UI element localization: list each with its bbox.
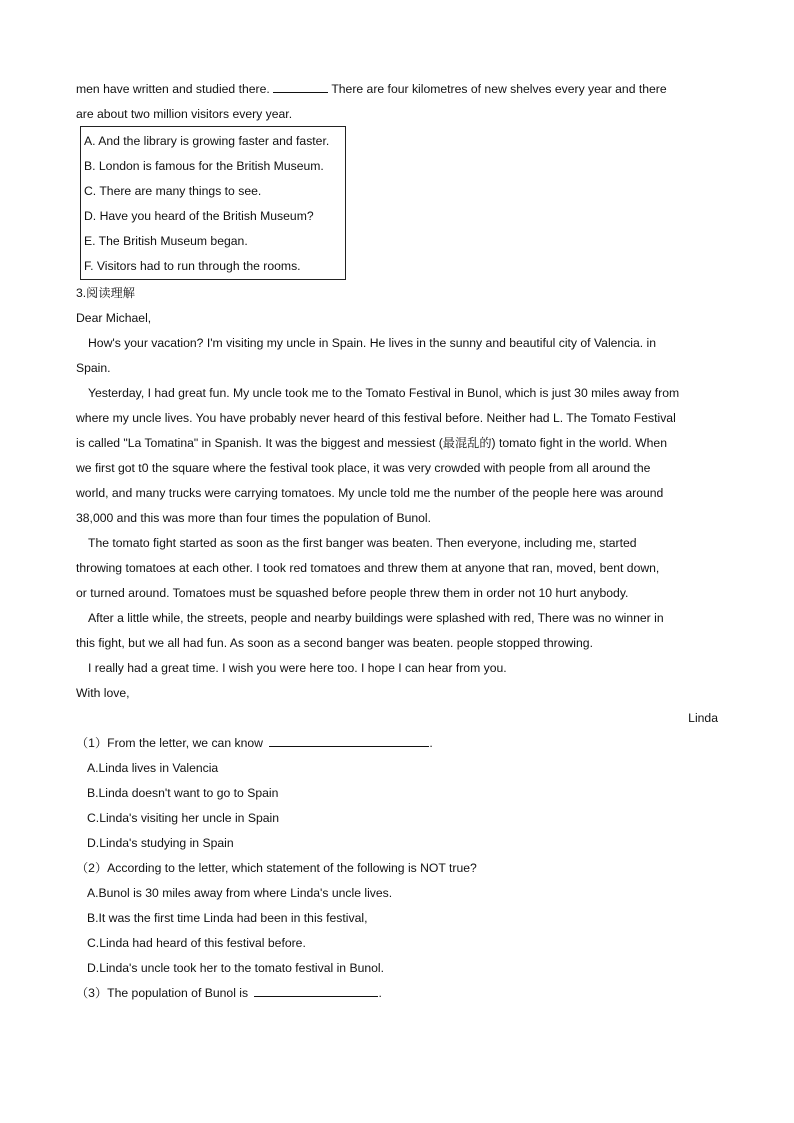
letter-line: this fight, but we all had fun. As soon as a second banger was beaten. people stopped throwing. [76,636,593,650]
option-b: B. London is famous for the British Museum. [84,159,324,173]
option-c: C. There are many things to see. [84,184,262,198]
letter-line: I really had a great time. I wish you were here too. I hope I can hear from you. [88,661,507,675]
question-2-option-d: D.Linda's uncle took her to the tomato festival in Bunol. [87,961,385,975]
option-d: D. Have you heard of the British Museum? [84,209,314,223]
question-1-blank[interactable] [269,735,429,747]
letter-line: After a little while, the streets, people and nearby buildings were splashed with red, There was no winner in [88,611,664,625]
question-3 [76,985,382,1001]
letter-closing: With love, [76,686,130,700]
option-f: F. Visitors had to run through the rooms. [84,259,301,273]
letter-line: world, and many trucks were carrying tomatoes. My uncle told me the number of the people here was around [76,486,664,500]
question-1 [76,735,433,751]
letter-line: where my uncle lives. You have probably never heard of this festival before. Neither had L. The Tomato Festival [76,411,676,425]
options-box [80,126,346,280]
letter-line: 38,000 and this was more than four times the population of Bunol. [76,511,432,525]
letter-line: Spain. [76,361,111,375]
question-2-stem: （2）According to the letter, which statement of the following is NOT true? [76,861,477,875]
section-heading: 3.阅读理解 [76,286,135,300]
question-2-option-b: B.It was the first time Linda had been in this festival, [87,911,368,925]
question-1-option-d: D.Linda's studying in Spain [87,836,234,850]
letter-line: Yesterday, I had great fun. My uncle took me to the Tomato Festival in Bunol, which is just 30 miles away from [88,386,680,400]
letter-salutation: Dear Michael, [76,311,152,325]
question-1-end: . [429,736,433,750]
intro-text-before-blank: men have written and studied there. [76,82,270,96]
letter-line: or turned around. Tomatoes must be squashed before people threw them in order not 10 hurt anybody. [76,586,629,600]
question-1-option-b: B.Linda doesn't want to go to Spain [87,786,279,800]
answer-blank[interactable] [273,81,328,93]
question-2-option-a: A.Bunol is 30 miles away from where Linda's uncle lives. [87,886,393,900]
letter-line: we first got t0 the square where the festival took place, it was very crowded with people from all around the [76,461,651,475]
option-e: E. The British Museum began. [84,234,248,248]
intro-line-2: are about two million visitors every year. [76,107,293,121]
question-3-end: . [378,986,382,1000]
letter-line: throwing tomatoes at each other. I took red tomatoes and threw them at anyone that ran, moved, bent down, [76,561,660,575]
question-1-option-c: C.Linda's visiting her uncle in Spain [87,811,280,825]
letter-line: The tomato fight started as soon as the first banger was beaten. Then everyone, including me, started [88,536,637,550]
letter-line: How's your vacation? I'm visiting my uncle in Spain. He lives in the sunny and beautiful city of Valencia. in [88,336,657,350]
question-3-blank[interactable] [254,985,378,997]
question-3-stem: （3）The population of Bunol is [76,986,249,1000]
question-1-option-a: A.Linda lives in Valencia [87,761,219,775]
intro-line-1 [76,81,667,97]
intro-text-after-blank: There are four kilometres of new shelves every year and there [331,82,667,96]
option-a: A. And the library is growing faster and faster. [84,134,330,148]
letter-line: is called "La Tomatina" in Spanish. It was the biggest and messiest (最混乱的) tomato fight in the world. When [76,436,667,450]
question-2-option-c: C.Linda had heard of this festival before. [87,936,306,950]
letter-signature: Linda [688,711,718,725]
question-1-stem: （1）From the letter, we can know [76,736,263,750]
